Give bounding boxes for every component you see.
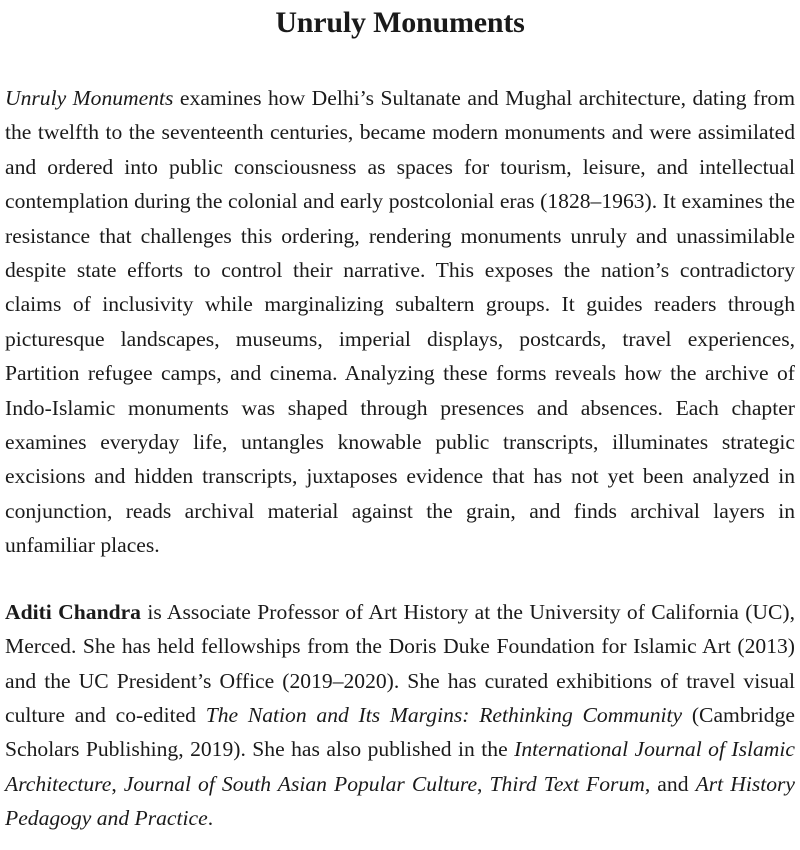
book-description-text: examines how Delhi’s Sultanate and Mughal architecture, dating from the twelfth to the seventeenth centuries, became modern monuments and were assimilated and ordered into public consciousness as spaces for tourism, leisure, and intellectual contemplation during the colonial and early postcolonial eras (1828–1963). It examines the resistance that challenges this ordering, rendering monuments unruly and unassimilable despite state efforts to control their narrative. This exposes the nation’s contradictory claims of inclusivity while marginalizing subaltern groups. It guides readers through picturesque landscapes, museums, imperial displays, postcards, travel experiences, Partition refugee camps, and cinema. Analyzing these forms reveals how the archive of Indo-Islamic monuments was shaped through presences and absences. Each chapter examines everyday life, untangles knowable public transcripts, illuminates strategic excisions and hidden transcripts, juxtaposes evidence that has not yet been analyzed in conjunction, reads archival material against the grain, and finds archival layers in unfamiliar places. [5,86,795,558]
page-title: Unruly Monuments [275,6,525,39]
author-bio-text-1: is Associate Professor of Art History at the University of California (UC), Merced. She has held fellowships from the Doris Duke Foundation for Islamic Art (2013) and the UC President’s Office (2019–2020). She has curated exhibitions of travel visual culture and co-edited [5,599,795,727]
author-bio-text-2: (Cambridge Scholars Publishing, 2019). She has also published in the [5,702,795,762]
journal-title-2: Journal of South Asian Popular Culture [123,771,478,796]
separator-2: , [477,771,490,796]
book-description [5,81,795,563]
document-page [5,0,795,836]
journal-title-4: Art History Pedagogy and Practice [5,771,796,831]
book-title-italic: Unruly Monuments [5,86,174,110]
author-bio [5,595,795,836]
journal-title-1: International Journal of Islamic Architecture [5,737,795,796]
edited-book-title: The Nation and Its Margins: Rethinking Community [205,702,683,727]
bio-end-period: . [207,806,214,831]
separator-1: , [111,771,124,796]
author-name: Aditi Chandra [5,599,141,624]
separator-3: , and [644,771,696,796]
journal-title-3: Third Text Forum [489,771,645,796]
